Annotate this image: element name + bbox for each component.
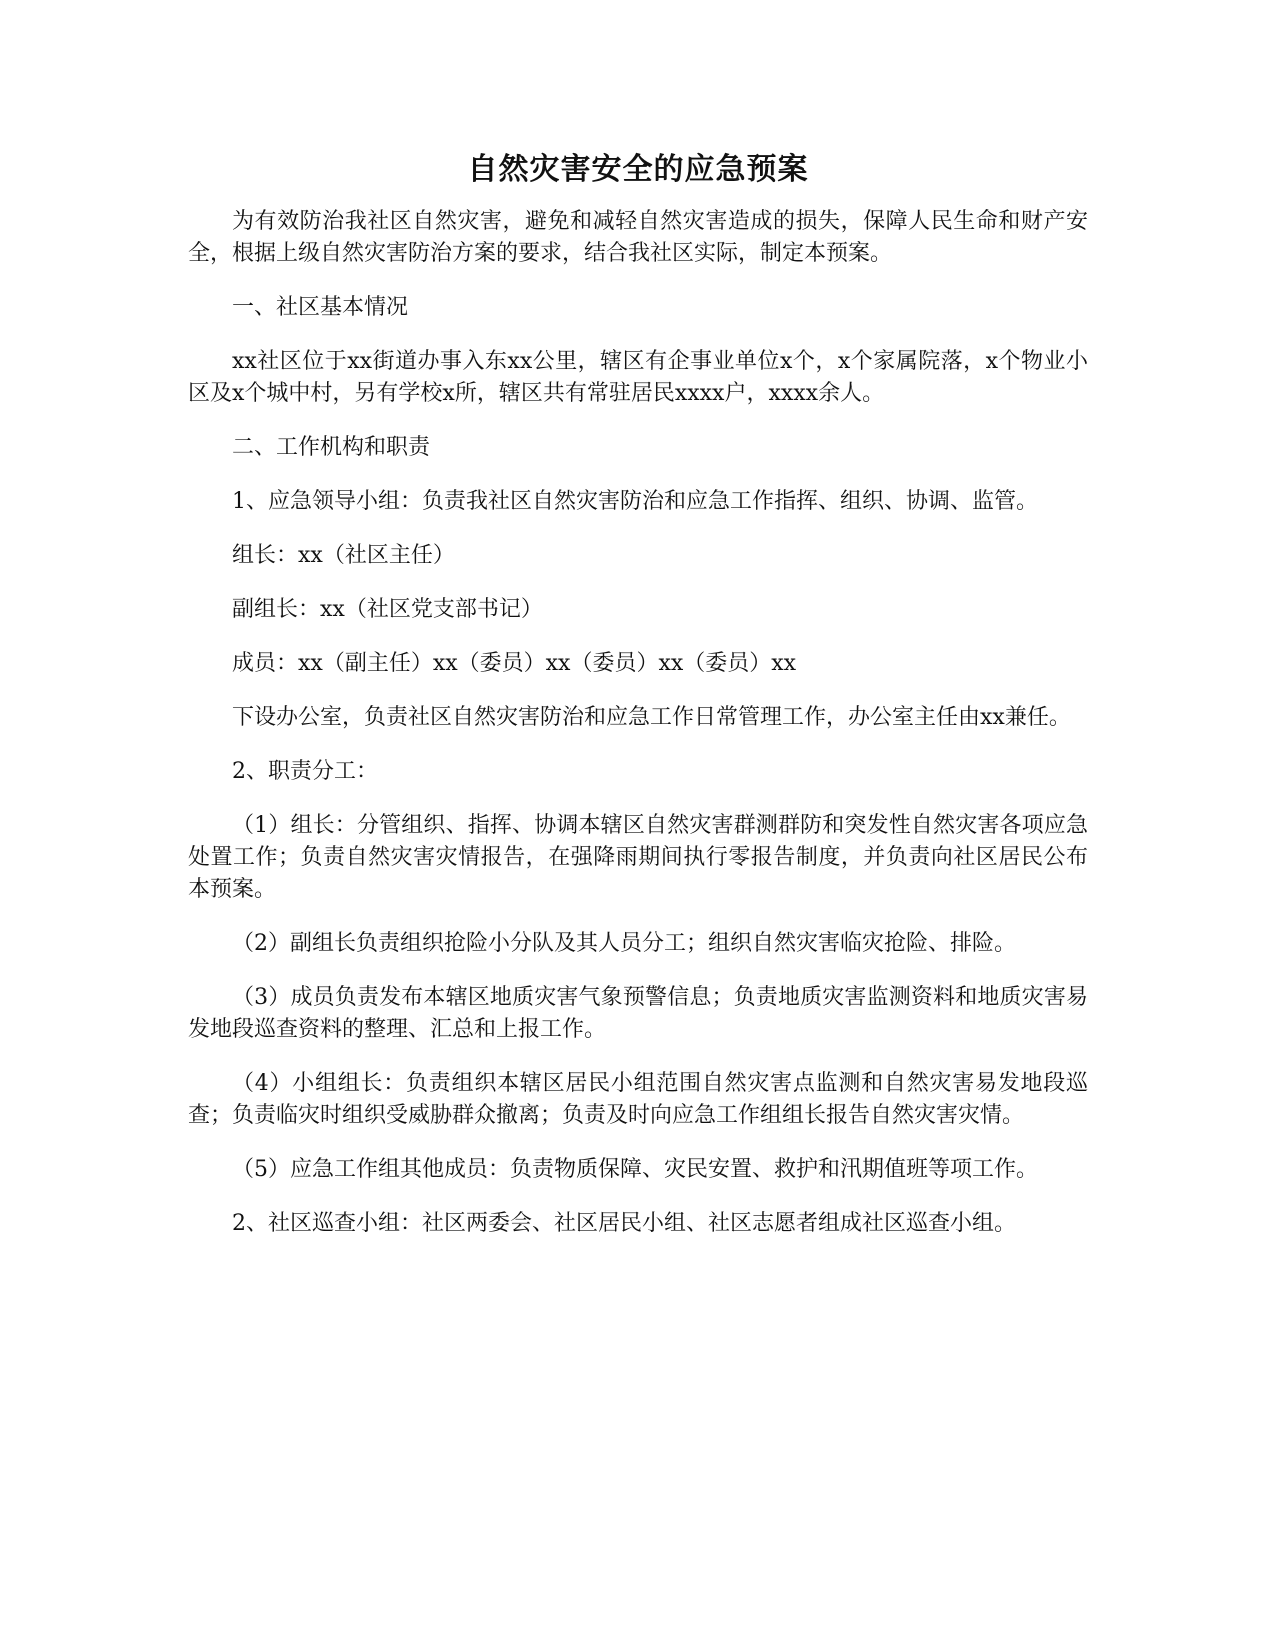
office-paragraph: 下设办公室，负责社区自然灾害防治和应急工作日常管理工作，办公室主任由xx兼任。 bbox=[232, 705, 1071, 730]
group-leader-line: 组长：xx（社区主任） bbox=[232, 543, 455, 568]
leadership-group-paragraph: 1、应急领导小组：负责我社区自然灾害防治和应急工作指挥、组织、协调、监管。 bbox=[232, 489, 1038, 514]
duty-item-2: （2）副组长负责组织抢险小分队及其人员分工；组织自然灾害临灾抢险、排险。 bbox=[232, 931, 1016, 956]
section-heading-basic-info: 一、社区基本情况 bbox=[232, 295, 409, 320]
duties-heading: 2、职责分工： bbox=[232, 759, 378, 784]
deputy-leader-line: 副组长：xx（社区党支部书记） bbox=[232, 597, 543, 622]
document-title: 自然灾害安全的应急预案 bbox=[467, 152, 809, 187]
members-line: 成员：xx（副主任）xx（委员）xx（委员）xx（委员）xx bbox=[232, 651, 797, 676]
section-heading-organization: 二、工作机构和职责 bbox=[232, 435, 431, 460]
duty-item-5: （5）应急工作组其他成员：负责物质保障、灾民安置、救护和汛期值班等项工作。 bbox=[232, 1157, 1038, 1182]
duty-item-1: （1）组长：分管组织、指挥、协调本辖区自然灾害群测群防和突发性自然灾害各项应急处置工作；负责自然灾害灾情报告，在强降雨期间执行零报告制度，并负责向社区居民公布本预案。 bbox=[188, 813, 1088, 902]
basic-info-paragraph: xx社区位于xx街道办事入东xx公里，辖区有企事业单位x个，x个家属院落，x个物业小区及x个城中村，另有学校x所，辖区共有常驻居民xxxx户，xxxx余人。 bbox=[188, 349, 1088, 406]
duty-item-3: （3）成员负责发布本辖区地质灾害气象预警信息；负责地质灾害监测资料和地质灾害易发地段巡查资料的整理、汇总和上报工作。 bbox=[188, 985, 1088, 1042]
patrol-group-paragraph: 2、社区巡查小组：社区两委会、社区居民小组、社区志愿者组成社区巡查小组。 bbox=[232, 1211, 1016, 1236]
document-page bbox=[188, 148, 1088, 1262]
intro-paragraph: 为有效防治我社区自然灾害，避免和减轻自然灾害造成的损失，保障人民生命和财产安全，根据上级自然灾害防治方案的要求，结合我社区实际，制定本预案。 bbox=[188, 209, 1088, 266]
duty-item-4: （4）小组组长：负责组织本辖区居民小组范围自然灾害点监测和自然灾害易发地段巡查；负责临灾时组织受威胁群众撤离；负责及时向应急工作组组长报告自然灾害灾情。 bbox=[188, 1071, 1088, 1128]
